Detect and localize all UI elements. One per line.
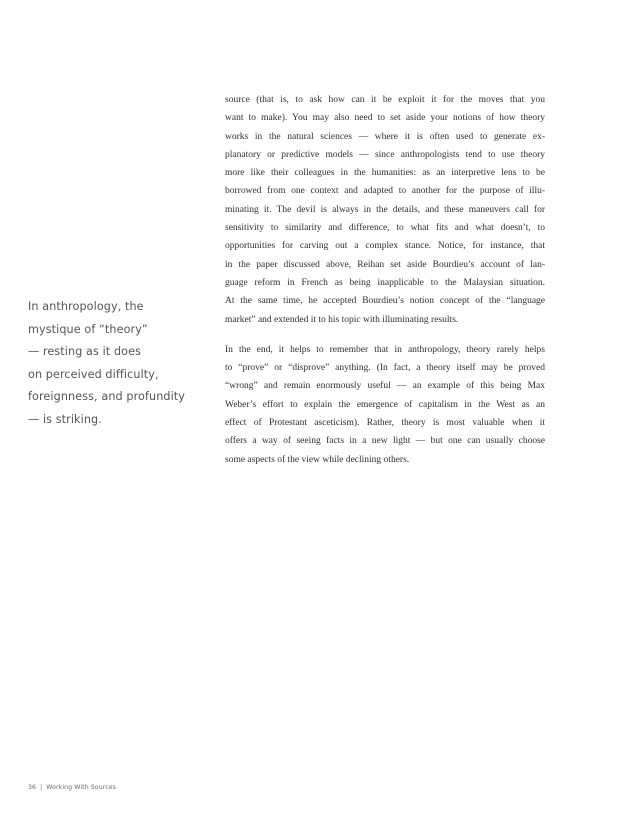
text-line: Weber’s effort to explain the emergence of capitalism in the West as an xyxy=(225,399,545,410)
text-line: opportunities for carving out a complex stance. Notice, for instance, that xyxy=(225,241,545,252)
text-line: in the paper discussed above, Reihan set aside Bourdieu’s account of lan- xyxy=(225,259,545,270)
body-text-column xyxy=(225,91,545,469)
text-line: offers a way of seeing facts in a new light — but one can usually choose xyxy=(225,436,545,447)
text-line: borrowed from one context and adapted to another for the purpose of illu- xyxy=(225,186,545,197)
text-line: minating it. The devil is always in the details, and these maneuvers call for xyxy=(225,204,545,215)
pull-quote-line: on perceived difficulty, xyxy=(28,367,159,381)
text-line: effect of Protestant asceticism). Rather, theory is most valuable when it xyxy=(225,418,545,429)
text-line: source (that is, to ask how can it be exploit it for the moves that you xyxy=(225,95,545,105)
text-line: want to make). You may also need to set aside your notions of how theory xyxy=(225,113,545,124)
pull-quote xyxy=(28,296,203,432)
running-title: Working With Sources xyxy=(46,784,116,791)
text-line: sensitivity to similarity and difference, to what fits and what doesn’t, to xyxy=(225,223,545,234)
text-line: to “prove” or “disprove” anything. (In fact, a theory itself may be proved xyxy=(225,363,545,374)
pull-quote-line: mystique of “theory” xyxy=(28,322,148,336)
pull-quote-line: — is striking. xyxy=(28,412,102,426)
pull-quote-line: — resting as it does xyxy=(28,345,142,359)
text-line: guage reform in French as being inapplicable to the Malaysian situation. xyxy=(225,277,545,288)
text-line: some aspects of the view while declining others. xyxy=(225,454,410,465)
text-line: more like their colleagues in the humanities: as an interpretive lens to be xyxy=(225,168,545,179)
pull-quote-line: In anthropology, the xyxy=(28,300,144,313)
body-paragraph-2 xyxy=(225,341,545,469)
body-paragraph-1 xyxy=(225,91,545,329)
text-line: “wrong” and remain enormously useful — an example of this being Max xyxy=(225,381,545,392)
page-footer xyxy=(28,784,116,791)
text-line: In the end, it helps to remember that in anthropology, theory rarely helps xyxy=(225,344,545,355)
text-line: market” and extended it to his topic with illuminating results. xyxy=(225,314,459,325)
pull-quote-line: foreignness, and profundity xyxy=(28,390,186,404)
text-line: works in the natural sciences — where it is often used to generate ex- xyxy=(225,131,545,142)
text-line: At the same time, he accepted Bourdieu’s notion concept of the “language xyxy=(225,296,545,307)
page-number: 36 xyxy=(28,784,37,791)
text-line: planatory or predictive models — since anthropologists tend to use theory xyxy=(225,149,545,160)
footer-separator: | xyxy=(40,784,43,791)
